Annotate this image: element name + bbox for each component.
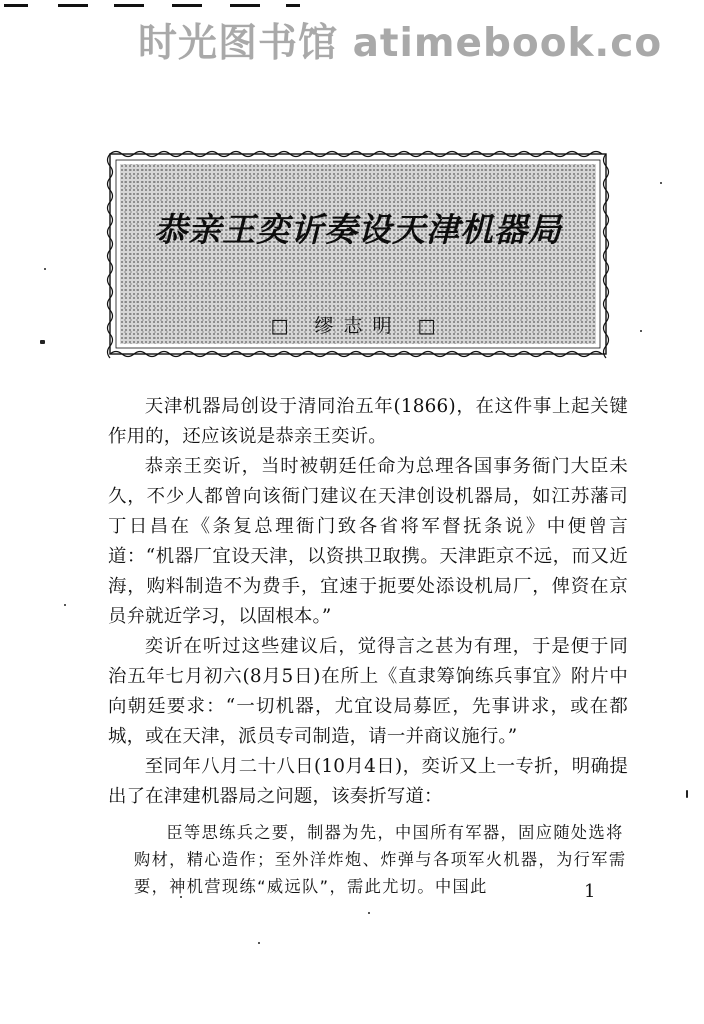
- article-title: 恭亲王奕䜣奏设天津机器局: [154, 210, 562, 249]
- scan-speck: [368, 912, 370, 914]
- title-banner: [104, 148, 612, 360]
- watermark: 时光图书馆 atimebook.co: [138, 21, 663, 66]
- paragraph: 天津机器局创设于清同治五年(1866)，在这件事上起关键作用的，还应该说是恭亲王奕䜣。: [108, 396, 628, 447]
- scan-speck: [64, 604, 66, 606]
- paragraph: 恭亲王奕䜣，当时被朝廷任命为总理各国事务衙门大臣未久，不少人都曾向该衙门建议在天津创设机器局，如江苏藩司丁日昌在《条复总理衙门致各省将军督抚条说》中便曾言道：“机器厂宜设天津，以资拱卫取携。天津距京不远，而又近海，购料制造不为费手，宜速于扼要处添设机局厂，俾资在京员弁就近学习，以固根本。”: [108, 456, 628, 627]
- scan-speck: [40, 340, 45, 344]
- article-body: [108, 392, 628, 812]
- paragraph: 至同年八月二十八日(10月4日)，奕䜣又上一专折，明确提出了在津建机器局之问题，该奏折写道：: [108, 756, 628, 807]
- author-byline: □ 缪志明 □: [270, 315, 446, 337]
- scan-speck: [44, 268, 46, 270]
- quote-text: 臣等思练兵之要，制器为先，中国所有军器，固应随处选将购材，精心造作；至外洋炸炮、炸弹与各项军火机器，为行军需要，神机营现练“威远队”，需此尤切。中国此: [134, 823, 627, 896]
- banner-stipple-panel: [120, 164, 596, 344]
- page-number: 1: [584, 881, 596, 902]
- paragraph: 奕䜣在听过这些建议后，觉得言之甚为有理，于是便于同治五年七月初六(8月5日)在所上《直隶筹饷练兵事宜》附片中向朝廷要求：“一切机器，尤宜设局募匠，先事讲求，或在都城，或在天津，派员专司制造，请一并商议施行。”: [108, 636, 628, 747]
- top-edge-marks: [0, 0, 300, 12]
- scan-speck: [686, 790, 688, 798]
- scan-speck: [258, 942, 260, 944]
- memorial-quote: [134, 819, 628, 900]
- scan-speck: [660, 182, 662, 184]
- scan-speck: [640, 330, 642, 332]
- scan-speck: [180, 896, 182, 898]
